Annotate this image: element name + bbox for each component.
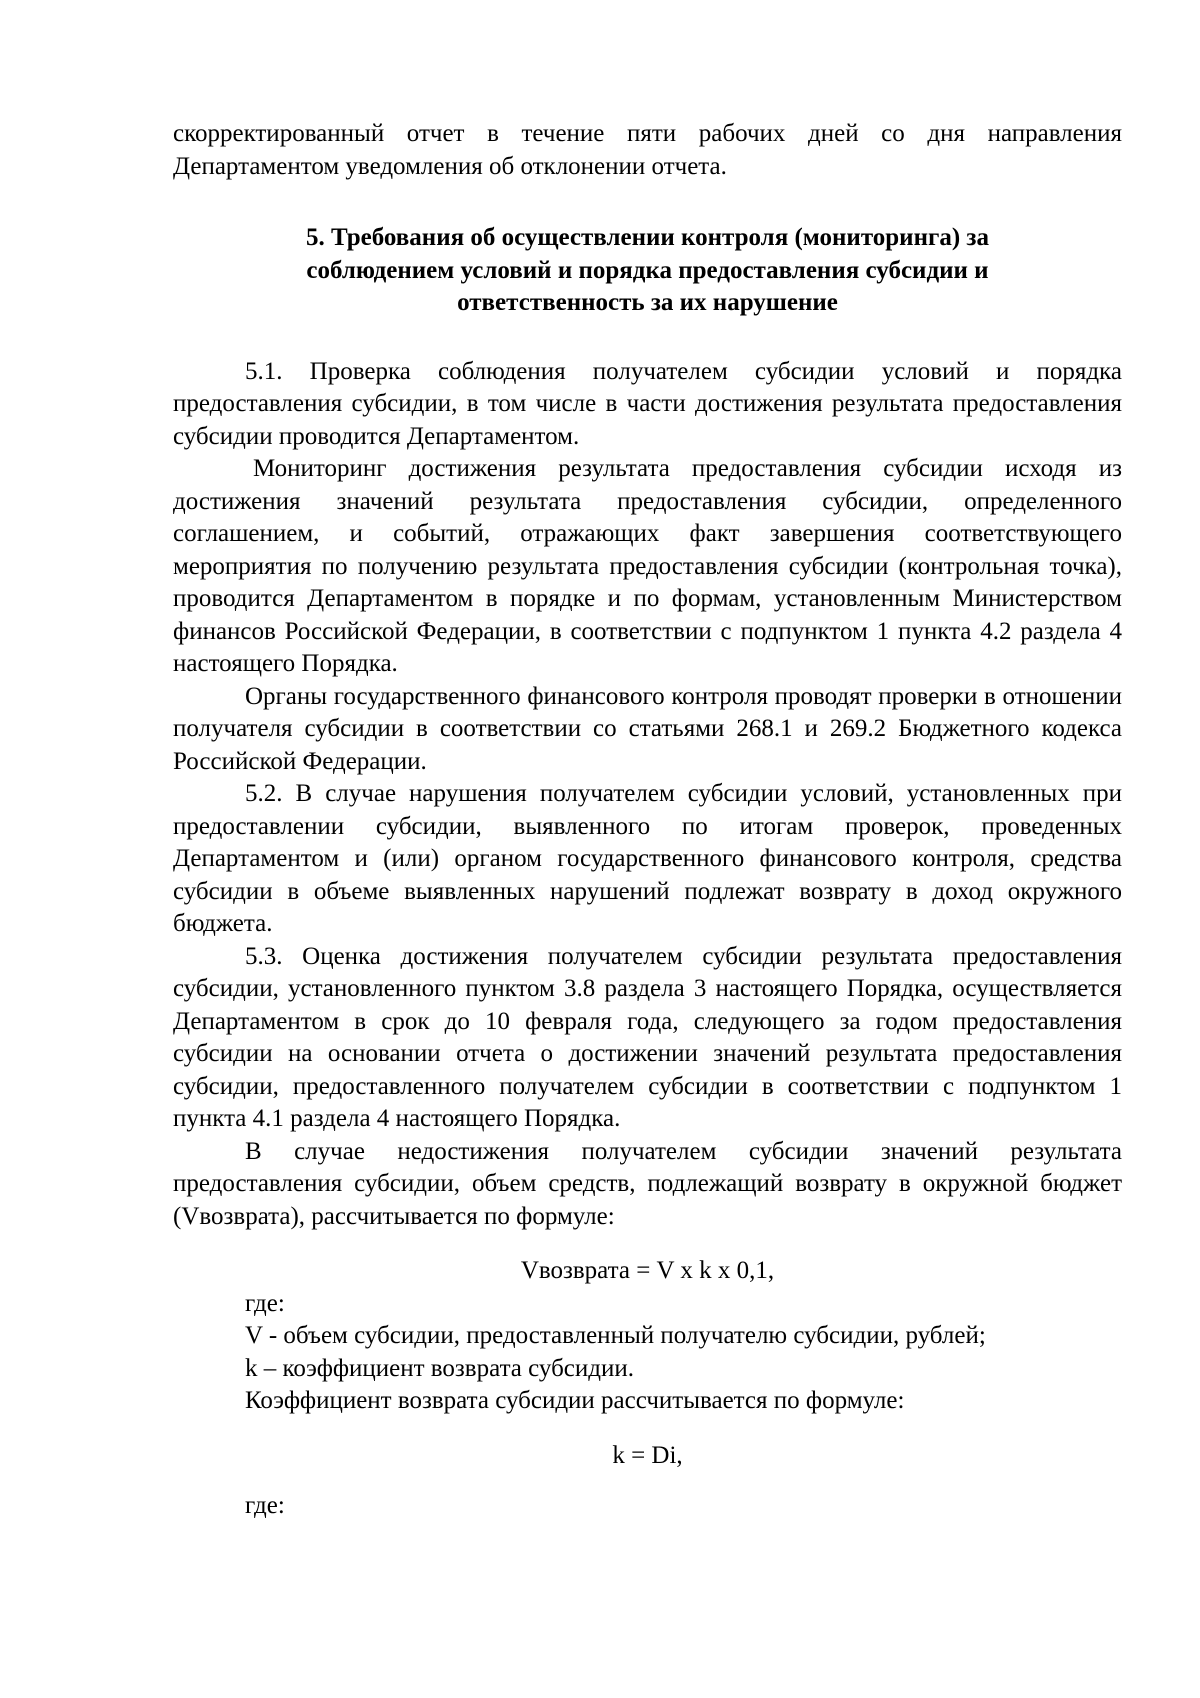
definition-k: k – коэффициент возврата субсидии. bbox=[245, 1354, 635, 1382]
coefficient-intro: Коэффициент возврата субсидии рассчитывается по формуле: bbox=[245, 1387, 905, 1414]
opening-paragraph: скорректированный отчет в течение пяти рабочих дней со дня направления Департаментом уведомления об отклонении отчета. bbox=[173, 120, 1122, 180]
section-heading-line-2: соблюдением условий и порядка предоставления субсидии и bbox=[306, 256, 989, 284]
document-body bbox=[173, 118, 1122, 1523]
definition-v: V - объем субсидии, предоставленный получателю субсидии, рублей; bbox=[245, 1322, 986, 1349]
formula-return-amount: Vвозврата = V x k x 0,1, bbox=[520, 1257, 775, 1284]
paragraph-5-3: 5.3. Оценка достижения получателем субсидии результата предоставления субсидии, установленного пунктом 3.8 раздела 3 настоящего Порядка, осуществляется Департаментом в срок до 10 февраля года, следующего за годом предоставления субсидии на основании отчета о достижении значений результата предоставления субсидии, предоставленного получателем субсидии в соответствии с подпунктом 1 пункта 4.1 раздела 4 настоящего Порядка. bbox=[173, 942, 1122, 1132]
formula-coefficient: k = Di, bbox=[612, 1441, 683, 1469]
paragraph-control-bodies: Органы государственного финансового контроля проводят проверки в отношении получателя субсидии в соответствии со статьями 268.1 и 269.2 Бюджетного кодекса Российской Федерации. bbox=[173, 682, 1122, 775]
section-heading-line-3: ответственность за их нарушение bbox=[457, 289, 838, 316]
section-heading-line-1: 5. Требования об осуществлении контроля (мониторинга) за bbox=[306, 224, 989, 251]
where-label-1: где: bbox=[245, 1289, 285, 1317]
paragraph-monitoring: Мониторинг достижения результата предоставления субсидии исходя из достижения значений результата предоставления субсидии, определенного соглашением, и событий, отражающих факт завершения соответствующего мероприятия по получению результата предоставления субсидии (контрольная точка), проводится Департаментом в порядке и по формам, установленным Министерством финансов Российской Федерации, в соответствии с подпунктом 1 пункта 4.2 раздела 4 настоящего Порядка. bbox=[173, 455, 1122, 677]
paragraph-non-achievement: В случае недостижения получателем субсидии значений результата предоставления субсидии, объем средств, подлежащий возврату в окружной бюджет (Vвозврата), рассчитывается по формуле: bbox=[173, 1137, 1122, 1230]
where-label-2: где: bbox=[245, 1492, 285, 1519]
paragraph-5-2: 5.2. В случае нарушения получателем субсидии условий, установленных при предоставлении субсидии, выявленного по итогам проверок, проведенных Департаментом и (или) органом государственного финансового контроля, средства субсидии в объеме выявленных нарушений подлежат возврату в доход окружного бюджета. bbox=[173, 780, 1122, 937]
section-heading bbox=[173, 222, 1122, 320]
paragraph-5-1: 5.1. Проверка соблюдения получателем субсидии условий и порядка предоставления субсидии, в том числе в части достижения результата предоставления субсидии проводится Департаментом. bbox=[173, 357, 1122, 450]
